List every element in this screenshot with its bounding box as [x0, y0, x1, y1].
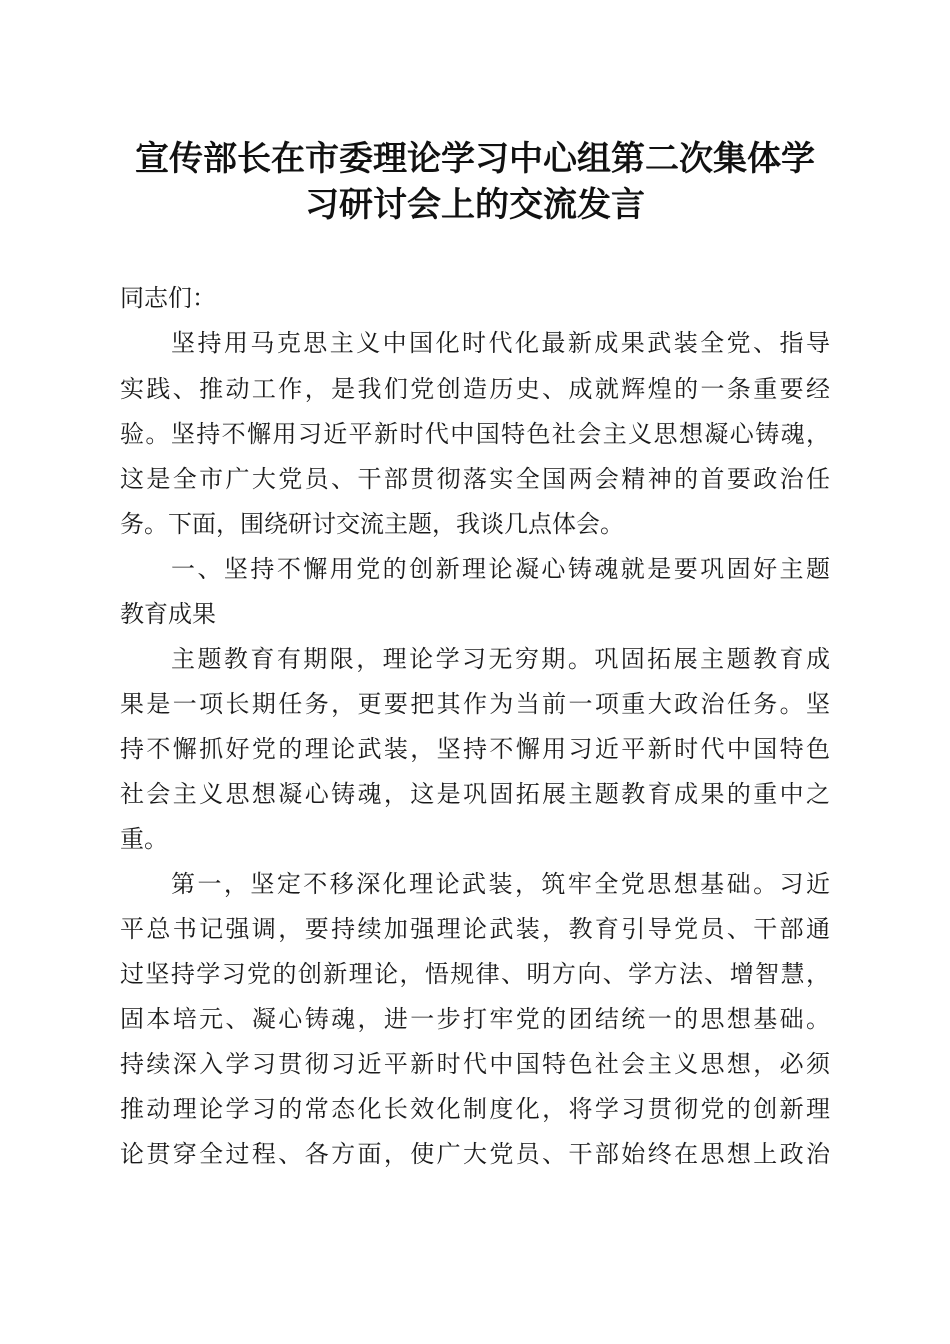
salutation: 同志们：	[120, 284, 216, 312]
paragraph-3-line: 论贯穿全过程、各方面，使广大党员、干部始终在思想上政治	[120, 1140, 830, 1168]
paragraph-2-line: 持不懈抓好党的理论武装，坚持不懈用习近平新时代中国特色	[120, 735, 830, 763]
paragraph-1-line: 务。下面，围绕研讨交流主题，我谈几点体会。	[120, 510, 624, 538]
paragraph-3-line: 持续深入学习贯彻习近平新时代中国特色社会主义思想，必须	[120, 1050, 830, 1078]
paragraph-1-line: 实践、推动工作，是我们党创造历史、成就辉煌的一条重要经	[120, 375, 830, 403]
paragraph-3-line: 推动理论学习的常态化长效化制度化，将学习贯彻党的创新理	[120, 1095, 830, 1123]
paragraph-3-line: 第一，坚定不移深化理论武装，筑牢全党思想基础。习近	[171, 870, 830, 898]
document-title-line-2: 习研讨会上的交流发言	[305, 185, 645, 225]
section-heading-1-line: 教育成果	[120, 600, 216, 628]
paragraph-3-line: 过坚持学习党的创新理论，悟规律、明方向、学方法、增智慧，	[120, 960, 830, 988]
paragraph-1-line: 验。坚持不懈用习近平新时代中国特色社会主义思想凝心铸魂，	[120, 420, 830, 448]
paragraph-2-line: 社会主义思想凝心铸魂，这是巩固拓展主题教育成果的重中之	[120, 780, 830, 808]
paragraph-2-line: 主题教育有期限，理论学习无穷期。巩固拓展主题教育成	[171, 645, 830, 673]
paragraph-2-line: 重。	[120, 825, 168, 853]
paragraph-2-line: 果是一项长期任务，更要把其作为当前一项重大政治任务。坚	[120, 690, 830, 718]
section-heading-1-line: 一、坚持不懈用党的创新理论凝心铸魂就是要巩固好主题	[171, 555, 830, 583]
paragraph-3-line: 固本培元、凝心铸魂，进一步打牢党的团结统一的思想基础。	[120, 1005, 830, 1033]
paragraph-3-line: 平总书记强调，要持续加强理论武装，教育引导党员、干部通	[120, 915, 830, 943]
document-title-line-1: 宣传部长在市委理论学习中心组第二次集体学	[135, 139, 815, 179]
paragraph-1-line: 坚持用马克思主义中国化时代化最新成果武装全党、指导	[171, 329, 830, 357]
paragraph-1-line: 这是全市广大党员、干部贯彻落实全国两会精神的首要政治任	[120, 465, 830, 493]
